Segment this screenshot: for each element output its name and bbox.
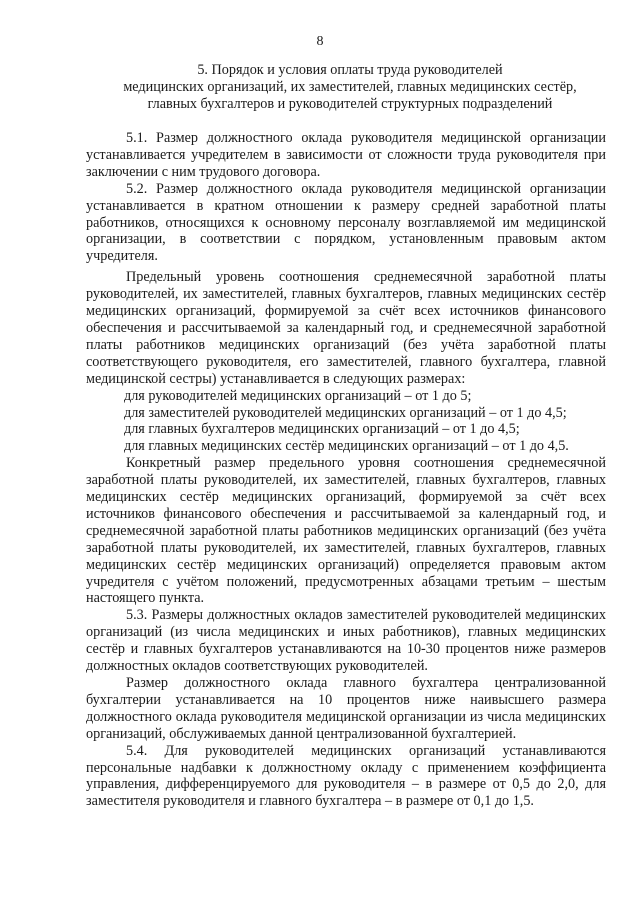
paragraph-ratio-limit: Предельный уровень соотношения среднемесячной заработной платы руководителей, их заместителей, главных бухгалтеров, главных медицинских сестёр медицинских организаций, формируемой за счёт всех источников финансового обеспечения и рассчитываемой за календарный год, и среднемесячной заработной платы работников медицинских организаций (без учёта заработной платы соответствующего руководителя, его заместителей, главного бухгалтера, главной медицинской сестры) устанавливается в следующих размерах:: [86, 269, 606, 387]
heading-line-2: медицинских организаций, их заместителей, главных медицинских сестёр,: [123, 79, 577, 95]
document-body: [86, 130, 606, 810]
paragraph-chief-accountant: Размер должностного оклада главного бухгалтера централизованной бухгалтерии устанавливается на 10 процентов ниже наивысшего размера должностного оклада руководителя медицинской организации из числа медицинских организаций, обслуживаемых данной централизованной бухгалтерией.: [86, 675, 606, 742]
paragraph-5-2: 5.2. Размер должностного оклада руководителя медицинской организации устанавливается в кратном отношении к размеру средней заработной платы работников, относящихся к основному персоналу возглавляемой им медицинской организации, в соответствии с порядком, установленным правовым актом учредителя.: [86, 180, 606, 265]
page-number: 8: [316, 34, 324, 49]
list-item: для главных медицинских сестёр медицинских организаций – от 1 до 4,5.: [124, 438, 569, 455]
list-item: для заместителей руководителей медицинских организаций – от 1 до 4,5;: [124, 404, 567, 421]
heading-line-3: главных бухгалтеров и руководителей структурных подразделений: [147, 96, 553, 112]
section-heading: [80, 62, 620, 113]
list-item: для руководителей медицинских организаций – от 1 до 5;: [124, 387, 472, 404]
heading-line-1: 5. Порядок и условия оплаты труда руководителей: [197, 62, 503, 78]
paragraph-specific-ratio: Конкретный размер предельного уровня соотношения среднемесячной заработной платы руководителей, их заместителей, главных бухгалтеров, главных медицинских сестёр медицинских организаций, формируемой за счёт всех источников финансового обеспечения и рассчитываемой за календарный год, и среднемесячной заработной платы работников медицинских организаций (без учёта заработной платы руководителей, их заместителей, главных бухгалтеров, главных медицинских сестёр медицинских организаций) определяется правовым актом учредителя с учётом положений, предусмотренных абзацами третьим – шестым настоящего пункта.: [86, 455, 606, 607]
paragraph-5-4: 5.4. Для руководителей медицинских организаций устанавливаются персональные надбавки к должностному окладу с применением коэффициента управления, дифференцируемого для руководителя – в размере от 0,5 до 2,0, для заместителя руководителя и главного бухгалтера – в размере от 0,1 до 1,5.: [86, 742, 606, 810]
list-item: для главных бухгалтеров медицинских организаций – от 1 до 4,5;: [124, 421, 520, 438]
paragraph-5-1: 5.1. Размер должностного оклада руководителя медицинской организации устанавливается учредителем в зависимости от сложности труда руководителя при заключении с ним трудового договора.: [86, 130, 606, 180]
paragraph-5-3: 5.3. Размеры должностных окладов заместителей руководителей медицинских организаций (из числа медицинских и иных работников), главных медицинских сестёр и главных бухгалтеров устанавливаются на 10-30 процентов ниже размеров должностных окладов соответствующих руководителей.: [86, 607, 606, 675]
